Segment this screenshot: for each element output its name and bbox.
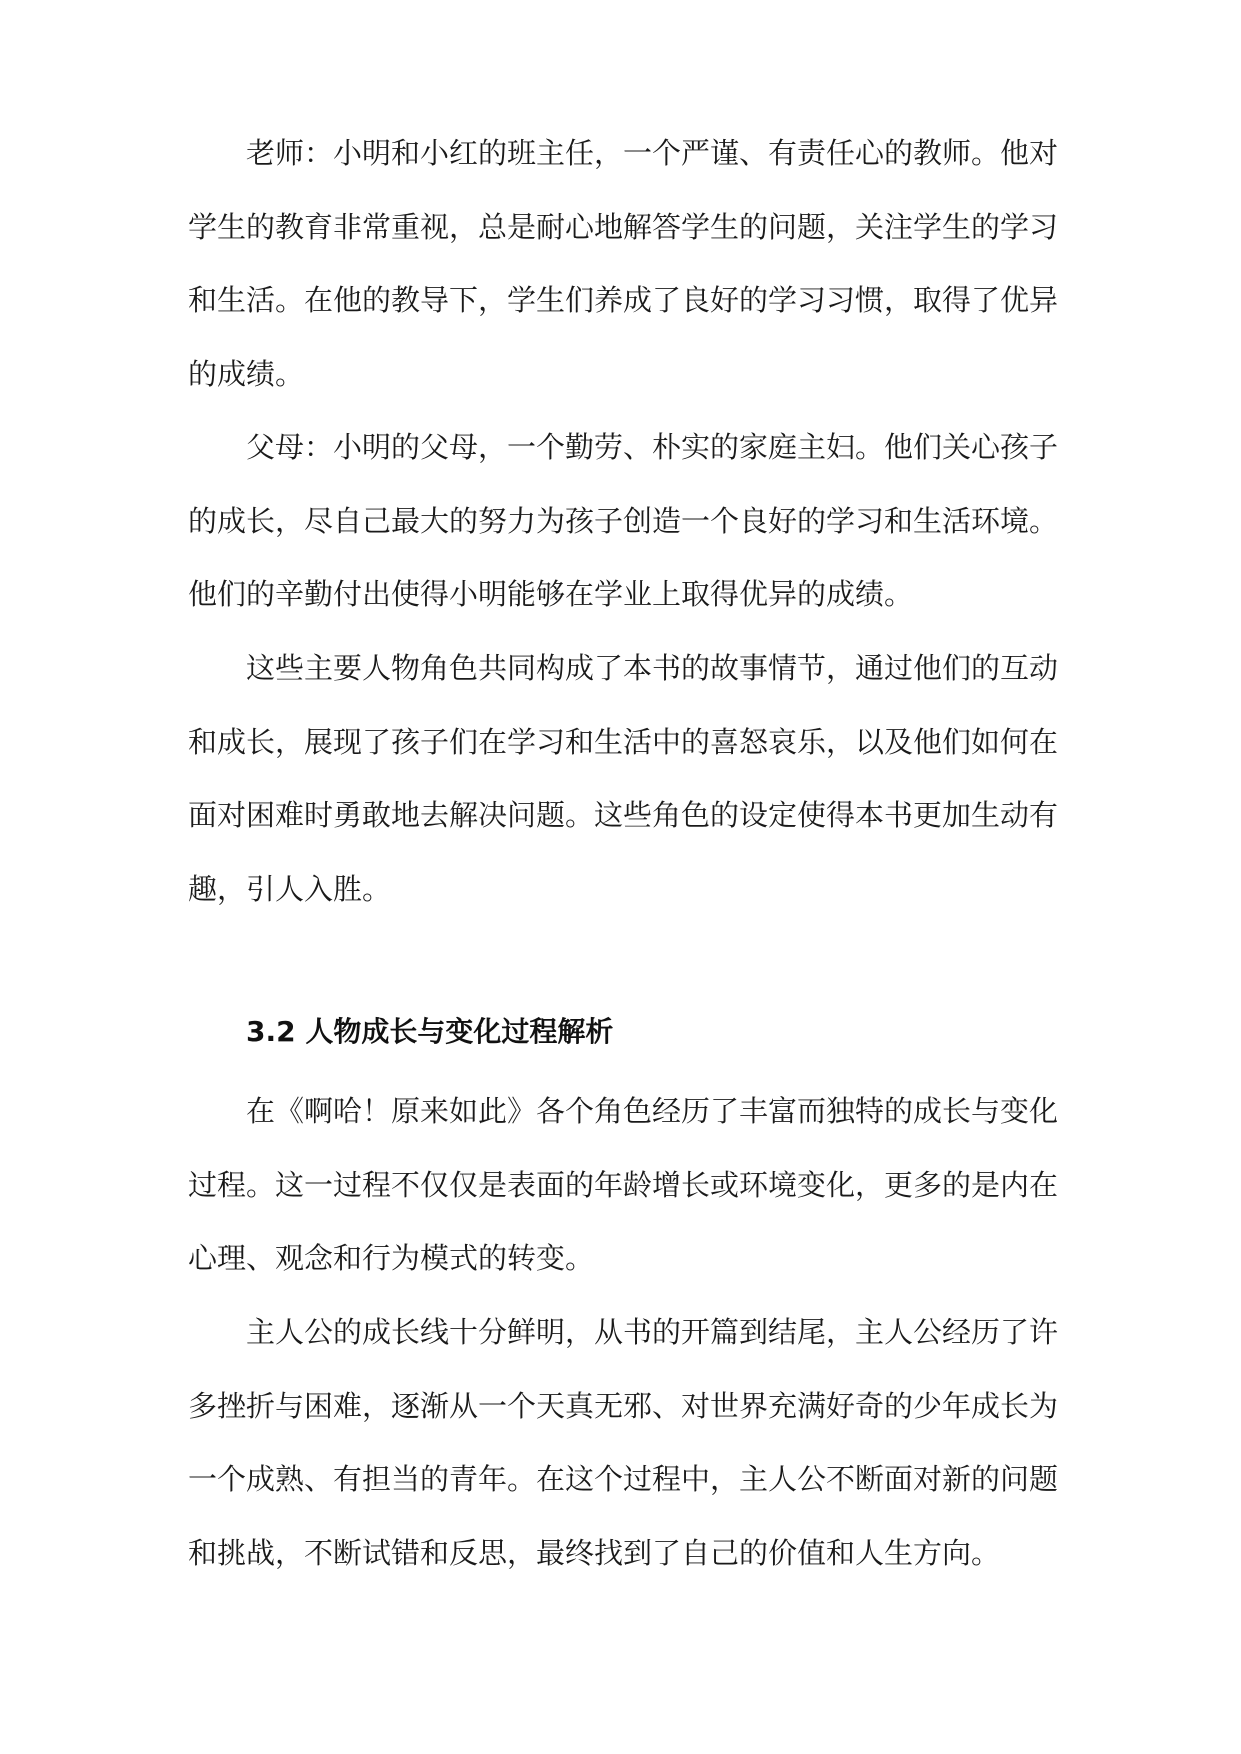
- paragraph-growth-intro: 在《啊哈！原来如此》各个角色经历了丰富而独特的成长与变化过程。这一过程不仅仅是表面的年龄增长或环境变化，更多的是内在心理、观念和行为模式的转变。: [188, 1094, 1059, 1275]
- paragraph-protagonist-growth: 主人公的成长线十分鲜明，从书的开篇到结尾，主人公经历了许多挫折与困难，逐渐从一个天真无邪、对世界充满好奇的少年成长为一个成熟、有担当的青年。在这个过程中，主人公不断面对新的问题和挑战，不断试错和反思，最终找到了自己的价值和人生方向。: [188, 1315, 1059, 1570]
- paragraph-teacher: 老师：小明和小红的班主任，一个严谨、有责任心的教师。他对学生的教育非常重视，总是耐心地解答学生的问题，关注学生的学习和生活。在他的教导下，学生们养成了良好的学习习惯，取得了优异的成绩。: [188, 136, 1059, 391]
- paragraph-characters-summary: 这些主要人物角色共同构成了本书的故事情节，通过他们的互动和成长，展现了孩子们在学习和生活中的喜怒哀乐，以及他们如何在面对困难时勇敢地去解决问题。这些角色的设定使得本书更加生动有趣，引人入胜。: [188, 651, 1059, 906]
- paragraph-parents: 父母：小明的父母，一个勤劳、朴实的家庭主妇。他们关心孩子的成长，尽自己最大的努力为孩子创造一个良好的学习和生活环境。他们的辛勤付出使得小明能够在学业上取得优异的成绩。: [188, 430, 1059, 611]
- section-heading: 3.2 人物成长与变化过程解析: [246, 1015, 614, 1048]
